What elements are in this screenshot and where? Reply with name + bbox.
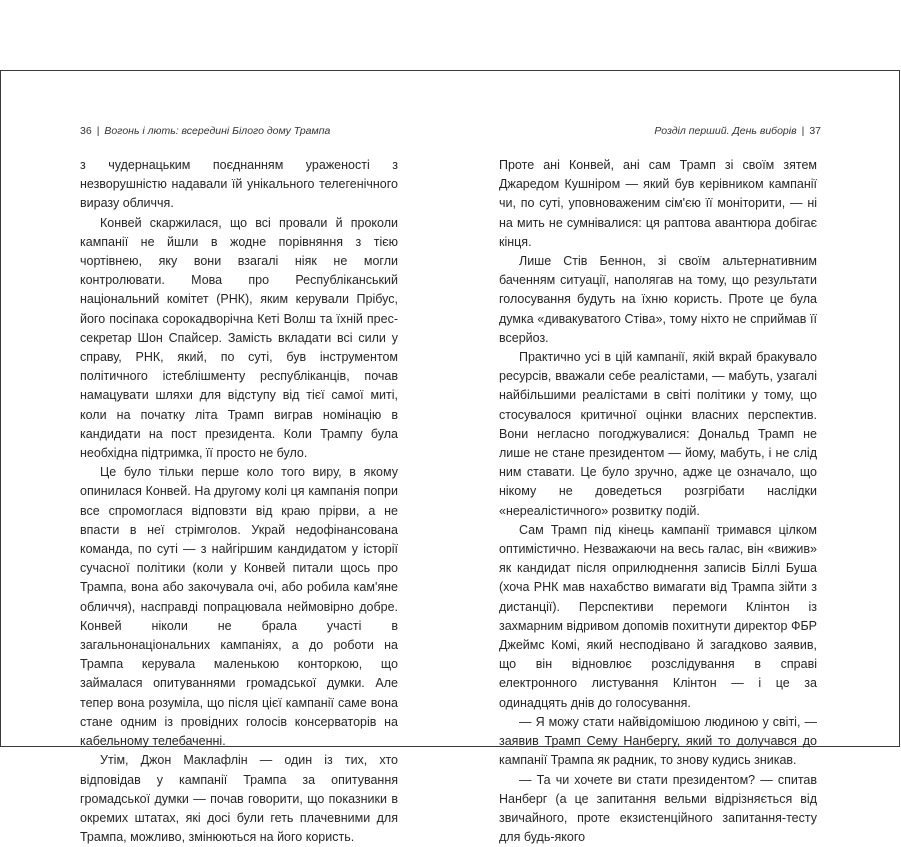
paragraph: Лише Стів Беннон, зі своїм альтернативним баченням ситуації, наполягав на тому, що результати голосування будуть на їхню користь. Проте це була думка «дивакуватого Стіва», тому ніхто не сприймав її всерйоз. bbox=[499, 252, 817, 348]
right-page bbox=[451, 71, 901, 746]
paragraph: Практично усі в цій кампанії, якій вкрай бракувало ресурсів, вважали себе реалістами, — мабуть, узагалі найбільшими реалістами в світі політики у тому, що стосувалося критичної оцінки власних перспектив. Вони негласно погоджувалися: Дональд Трамп не лише не стане президентом — йому, мабуть, і не слід ним ставати. Це було зручно, адже це означало, що нікому не доведеться розгрібати наслідки «нереалістичного» розвитку подій. bbox=[499, 348, 817, 521]
right-running-header bbox=[654, 125, 821, 137]
left-page-number: 36 bbox=[80, 125, 92, 137]
left-running-header bbox=[80, 125, 330, 137]
paragraph: Утім, Джон Маклафлін — один із тих, хто відповідав у кампанії Трампа за опитування громадської думки — почав говорити, що показники в окремих штатах, які досі були геть плачевними для Трампа, можливо, змінюються на його користь. bbox=[80, 751, 398, 847]
paragraph: з чудернацьким поєднанням ураженості з незворушністю надавали їй унікального телегенічного виразу обличчя. bbox=[80, 156, 398, 214]
paragraph: — Та чи хочете ви стати президентом? — спитав Нанберг (а це запитання вельми відрізняється від звичайного, проте екзистенційного запитання-тесту для будь-якого bbox=[499, 771, 817, 847]
paragraph: — Я можу стати найвідомішою людиною у світі, — заявив Трамп Сему Нанбергу, який то долучався до кампанії Трампа як радник, то знову кудись зникав. bbox=[499, 713, 817, 771]
right-header-separator: | bbox=[802, 125, 805, 137]
paragraph: Це було тільки перше коло того виру, в якому опинилася Конвей. На другому колі ця кампанія попри все спромоглася відповзти від краю прірви, а не впасти в неї стрімголов. Украй недофінансована команда, по суті — з найгіршим кандидатом у історії сучасної політики (коли у Конвей питали щось про Трампа, вона або закочувала очі, або робила кам'яне обличчя), насправді попрацювала неймовірно добре. Конвей ніколи не брала участі в загальнонаціональних кампаніях, а до роботи на Трампа керувала маленькою конторкою, що займалася опитуваннями громадської думки. Але тепер вона розуміла, що після цієї кампанії саме вона стане одним із провідних голосів консерваторів на кабельному телебаченні. bbox=[80, 463, 398, 751]
left-page bbox=[1, 71, 451, 746]
left-body-text bbox=[80, 156, 398, 847]
right-page-number: 37 bbox=[809, 125, 821, 137]
paragraph: Проте ані Конвей, ані сам Трамп зі своїм зятем Джаредом Кушніром — який був керівником кампанії чи, по суті, уповноваженим сім'єю її моніторити, — ні на мить не сумнівалися: ця раптова авантюра добігає кінця. bbox=[499, 156, 817, 252]
left-header-separator: | bbox=[97, 125, 100, 137]
left-running-title: Вогонь і лють: всередині Білого дому Трампа bbox=[104, 125, 330, 137]
right-body-text bbox=[499, 156, 817, 847]
book-spread bbox=[0, 70, 900, 747]
paragraph: Конвей скаржилася, що всі провали й проколи кампанії не йшли в жодне порівняння з тією чортівнею, яку вони взагалі ніяк не могли контролювати. Мова про Республіканський національний комітет (РНК), яким керували Прібус, його посіпака сорокадворічна Кеті Волш та їхній прес-секретар Шон Спайсер. Замість вкладати всі сили у справу, РНК, який, по суті, був інструментом політичного істеблішменту республіканців, почав намацувати шляхи для відступу від тієї самої миті, коли на початку літа Трамп виграв номінацію в кандидати на пост президента. Коли Трампу була необхідна підтримка, її просто не було. bbox=[80, 214, 398, 464]
right-running-title: Розділ перший. День виборів bbox=[654, 125, 796, 137]
paragraph: Сам Трамп під кінець кампанії тримався цілком оптимістично. Незважаючи на весь галас, він «вижив» як кандидат після оприлюднення записів Біллі Буша (хоча РНК мав нахабство вимагати від Трампа зійти з дистанції). Перспективи перемоги Клінтон із захмарним відривом допомів похитнути директор ФБР Джеймс Комі, який несподівано й загадково заявив, що він відновлює розслідування в справі електронного листування Клінтон — і це за одинадцять днів до голосування. bbox=[499, 521, 817, 713]
